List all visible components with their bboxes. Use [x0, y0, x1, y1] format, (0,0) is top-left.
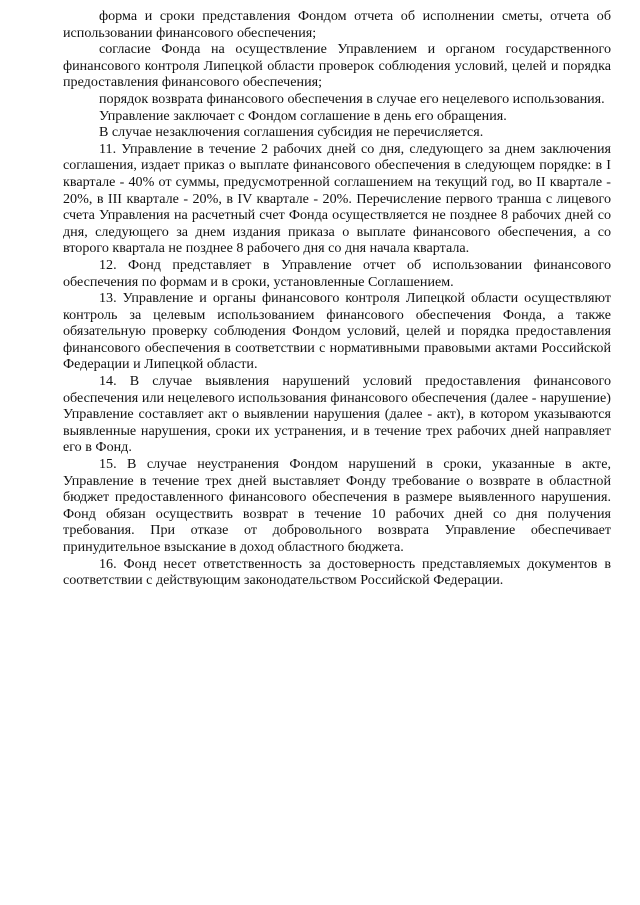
paragraph-15: 15. В случае неустранения Фондом нарушений в сроки, указанные в акте, Управление в течение трех дней выставляет Фонду требование о возврате в областной бюджет предоставленного финансового обеспечения в размере выявленного нарушения. Фонд обязан осуществить возврат в течение 10 рабочих дней со дня получения требования. При отказе от добровольного возврата Управление обеспечивает принудительное взыскание в доход областного бюджета.: [63, 456, 611, 555]
paragraph-16: 16. Фонд несет ответственность за достоверность представляемых документов в соответствии с действующим законодательством Российской Федерации.: [63, 555, 611, 589]
paragraph-agreement-day: Управление заключает с Фондом соглашение в день его обращения.: [99, 107, 507, 124]
paragraph-refund-procedure: порядок возврата финансового обеспечения в случае его нецелевого использования.: [99, 90, 605, 107]
paragraph-consent-audit: согласие Фонда на осуществление Управлением и органом государственного финансового контроля Липецкой области проверок соблюдения условий, целей и порядка предоставления финансового обеспечения;: [63, 41, 611, 91]
paragraph-report-form: форма и сроки представления Фондом отчета об исполнении сметы, отчета об использовании финансового обеспечения;: [63, 8, 611, 41]
paragraph-11: 11. Управление в течение 2 рабочих дней со дня, следующего за днем заключения соглашения, издает приказ о выплате финансового обеспечения в следующем порядке: в I квартале - 40% от суммы, предусмотренной соглашением на текущий год, во II квартале - 20%, в III квартале - 20%, в IV квартале - 20%. Перечисление первого транша с лицевого счета Управления на расчетный счет Фонда осуществляется не позднее 8 рабочих дней со дня, следующего за днем издания приказа о выплате финансового обеспечения, а со второго квартала не позднее 8 рабочего дня со дня начала квартала.: [63, 140, 611, 257]
paragraph-13: 13. Управление и органы финансового контроля Липецкой области осуществляют контроль за целевым использованием финансового обеспечения Фонда, а также обязательную проверку соблюдения Фондом условий, целей и порядка предоставления финансового обеспечения в соответствии с нормативными правовыми актами Российской Федерации и Липецкой области.: [63, 290, 611, 373]
paragraph-no-agreement: В случае незаключения соглашения субсидия не перечисляется.: [99, 124, 484, 141]
paragraph-14: 14. В случае выявления нарушений условий предоставления финансового обеспечения или нецелевого использования финансового обеспечения (далее - нарушение) Управление составляет акт о выявлении нарушения (далее - акт), в котором указываются выявленные нарушения, сроки их устранения, и в течение трех рабочих дней направляет его в Фонд.: [63, 373, 611, 456]
document-body: [63, 8, 611, 589]
paragraph-12: 12. Фонд представляет в Управление отчет об использовании финансового обеспечения по формам и в сроки, установленные Соглашением.: [63, 256, 611, 290]
